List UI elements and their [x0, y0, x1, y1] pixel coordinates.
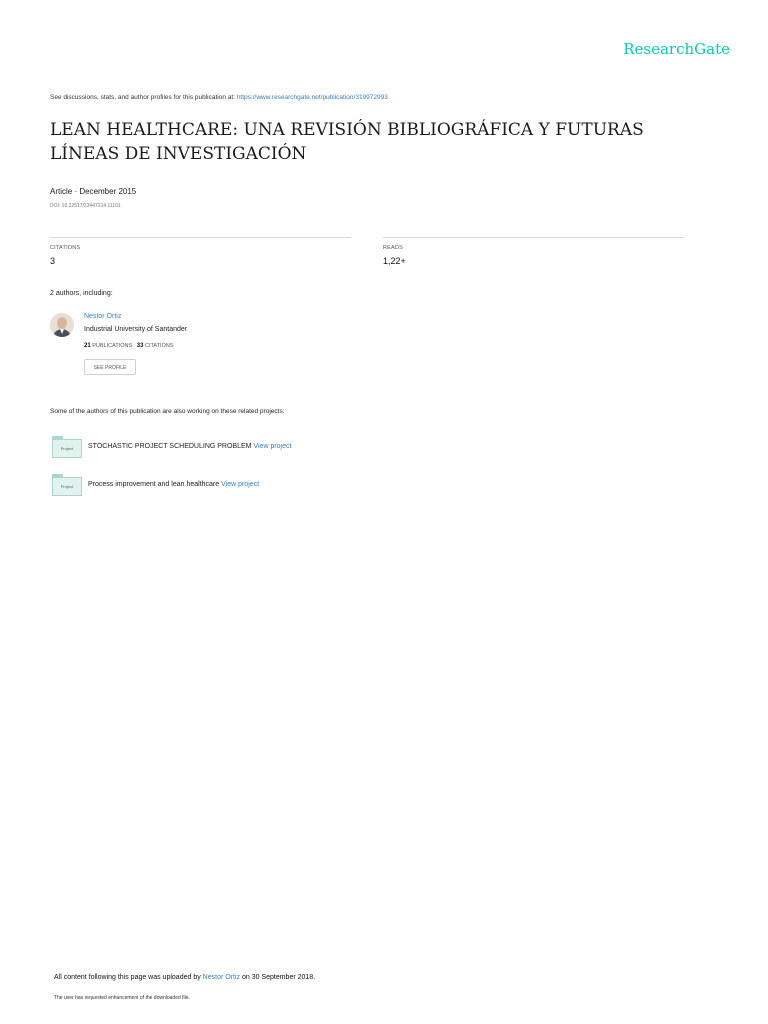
project-name: STOCHASTIC PROJECT SCHEDULING PROBLEM: [88, 443, 252, 450]
discussion-text: See discussions, stats, and author profiles for this publication at:: [50, 94, 235, 101]
author-publications-label: PUBLICATIONS: [92, 343, 133, 349]
author-stats: [84, 343, 174, 349]
project-folder-icon: [52, 436, 82, 458]
reads-value: 1,22+: [383, 256, 406, 266]
enhancement-note: The user has requested enhancement of the downloaded file.: [54, 995, 190, 1001]
view-project-link[interactable]: View project: [253, 443, 292, 450]
project-icon-label: Project: [52, 439, 82, 458]
author-institution: Industrial University of Santander: [84, 326, 188, 333]
publication-url-link[interactable]: https://www.researchgate.net/publication/319972993: [236, 94, 388, 101]
related-projects-heading: Some of the authors of this publication are also working on these related projects:: [50, 408, 285, 415]
reads-divider: [383, 237, 684, 238]
project-name: Process improvement and lean healthcare: [88, 481, 220, 488]
uploaded-by-line: [54, 974, 315, 981]
researchgate-logo[interactable]: ResearchGate: [623, 40, 730, 58]
uploaded-suffix: on 30 September 2018.: [241, 974, 316, 981]
article-meta: Article · December 2015: [50, 187, 137, 196]
author-avatar[interactable]: [50, 313, 74, 337]
view-project-link[interactable]: View project: [221, 481, 260, 488]
discussion-line: [50, 94, 388, 101]
author-publications-count: 21: [84, 343, 91, 349]
publication-title: LEAN HEALTHCARE: UNA REVISIÓN BIBLIOGRÁFICA Y FUTURAS LÍNEAS DE INVESTIGACIÓN: [50, 120, 644, 164]
uploaded-prefix: All content following this page was uploaded by: [54, 974, 201, 981]
project-folder-icon: [52, 474, 82, 496]
project-item: [88, 481, 259, 488]
author-citations-count: 33: [136, 343, 144, 349]
author-citations-label: CITATIONS: [144, 343, 174, 349]
citations-divider: [50, 237, 351, 238]
uploader-link[interactable]: Nestor Ortiz: [202, 974, 241, 981]
doi-text: DOI: 10.22517/23447214.11101: [50, 203, 121, 209]
project-icon-label: Project: [52, 477, 82, 496]
author-name-link[interactable]: Nestor Ortiz: [84, 313, 122, 320]
authors-heading: 2 authors, including:: [50, 290, 113, 297]
citations-label: CITATIONS: [50, 245, 81, 251]
citations-value: 3: [50, 256, 56, 266]
see-profile-button[interactable]: SEE PROFILE: [84, 359, 136, 375]
person-photo-icon: [50, 313, 74, 337]
project-item: [88, 443, 291, 450]
reads-label: READS: [383, 245, 403, 251]
